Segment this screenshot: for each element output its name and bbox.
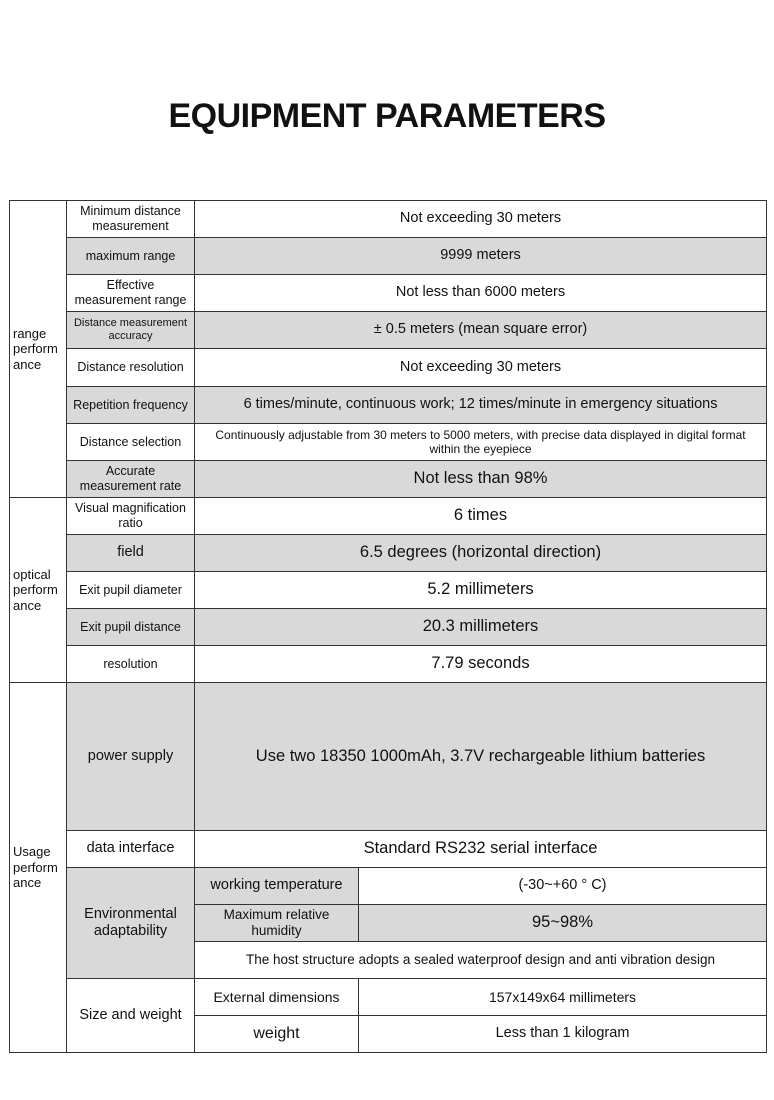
max-range-value: 9999 meters (195, 238, 767, 275)
max-humidity-value: 95~98% (359, 905, 767, 942)
table-row (10, 275, 767, 312)
table-row (10, 535, 767, 572)
optical-resolution-value: 7.79 seconds (195, 646, 767, 683)
table-row (10, 498, 767, 535)
optical-resolution-label: resolution (67, 646, 195, 683)
table-row (10, 868, 767, 905)
page-title: EQUIPMENT PARAMETERS (168, 97, 606, 135)
group-usage-performance: Usage perform ance (10, 683, 67, 1053)
external-dimensions-value: 157x149x64 millimeters (359, 979, 767, 1016)
weight-value: Less than 1 kilogram (359, 1016, 767, 1053)
exit-pupil-diameter-value: 5.2 millimeters (195, 572, 767, 609)
external-dimensions-label: External dimensions (195, 979, 359, 1016)
distance-resolution-label: Distance resolution (67, 349, 195, 387)
structure-design-value: The host structure adopts a sealed waterproof design and anti vibration design (195, 942, 767, 979)
field-label: field (67, 535, 195, 572)
magnification-label: Visual magnification ratio (67, 498, 195, 535)
weight-label: weight (195, 1016, 359, 1053)
field-value: 6.5 degrees (horizontal direction) (195, 535, 767, 572)
exit-pupil-distance-label: Exit pupil distance (67, 609, 195, 646)
max-range-label: maximum range (67, 238, 195, 275)
min-distance-value: Not exceeding 30 meters (195, 201, 767, 238)
max-humidity-label: Maximum relative humidity (195, 905, 359, 942)
size-weight-label: Size and weight (67, 979, 195, 1053)
data-interface-label: data interface (67, 831, 195, 868)
table-row (10, 831, 767, 868)
table-row (10, 349, 767, 387)
parameters-table (9, 200, 767, 1053)
environmental-adaptability-label: Environmental adaptability (67, 868, 195, 979)
working-temperature-value: (-30~+60 ° C) (359, 868, 767, 905)
table-row (10, 646, 767, 683)
accurate-rate-value: Not less than 98% (195, 461, 767, 498)
distance-selection-value: Continuously adjustable from 30 meters to 5000 meters, with precise data displayed in digital format within the eyepiece (195, 424, 767, 461)
table-row (10, 201, 767, 238)
table-row (10, 609, 767, 646)
exit-pupil-distance-value: 20.3 millimeters (195, 609, 767, 646)
exit-pupil-diameter-label: Exit pupil diameter (67, 572, 195, 609)
table-row (10, 572, 767, 609)
min-distance-label: Minimum distance measurement (67, 201, 195, 238)
distance-resolution-value: Not exceeding 30 meters (195, 349, 767, 387)
table-row (10, 312, 767, 349)
accuracy-value: ± 0.5 meters (mean square error) (195, 312, 767, 349)
accuracy-label: Distance measurement accuracy (67, 312, 195, 349)
table-row (10, 387, 767, 424)
group-optical-performance: optical perform ance (10, 498, 67, 683)
data-interface-value: Standard RS232 serial interface (195, 831, 767, 868)
power-supply-value: Use two 18350 1000mAh, 3.7V rechargeable lithium batteries (195, 683, 767, 831)
table-row (10, 461, 767, 498)
repetition-value: 6 times/minute, continuous work; 12 times/minute in emergency situations (195, 387, 767, 424)
working-temperature-label: working temperature (195, 868, 359, 905)
repetition-label: Repetition frequency (67, 387, 195, 424)
table-row (10, 683, 767, 831)
table-row (10, 238, 767, 275)
effective-range-label: Effective measurement range (67, 275, 195, 312)
magnification-value: 6 times (195, 498, 767, 535)
accurate-rate-label: Accurate measurement rate (67, 461, 195, 498)
table-row (10, 424, 767, 461)
distance-selection-label: Distance selection (67, 424, 195, 461)
power-supply-label: power supply (67, 683, 195, 831)
effective-range-value: Not less than 6000 meters (195, 275, 767, 312)
table-row (10, 979, 767, 1016)
group-range-performance: range perform ance (10, 201, 67, 498)
